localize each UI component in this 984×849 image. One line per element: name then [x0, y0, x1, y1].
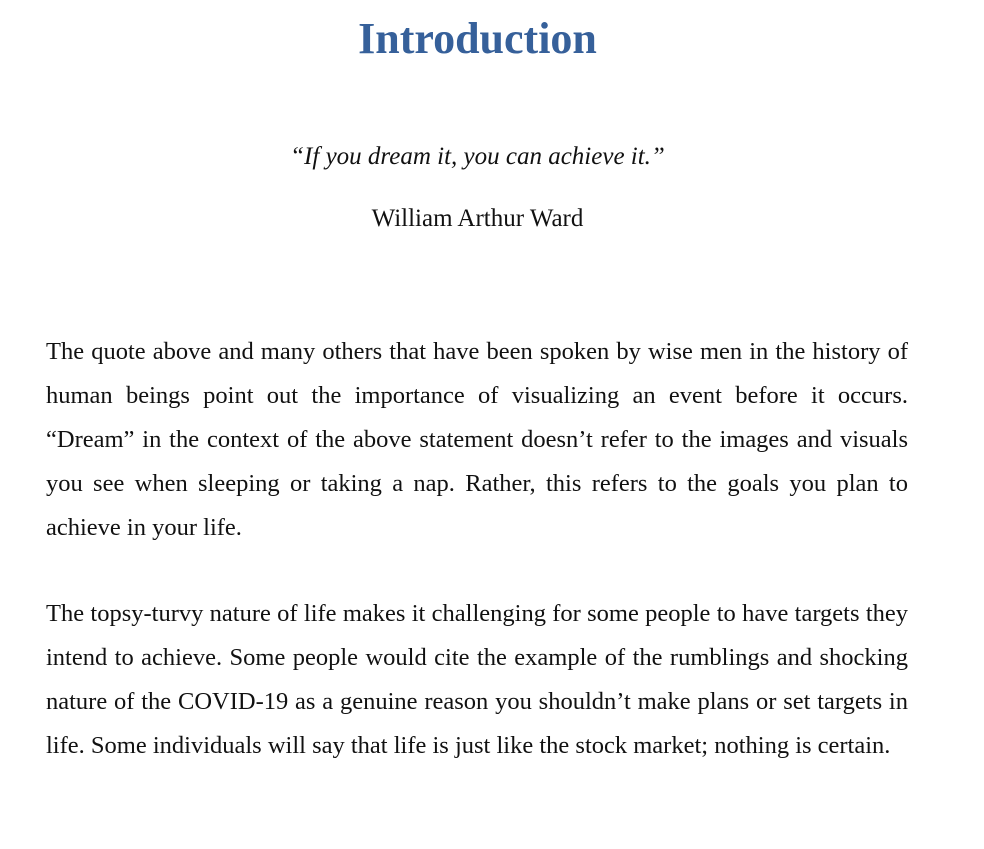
page-title: Introduction [358, 14, 597, 63]
body-paragraph: The topsy-turvy nature of life makes it challenging for some people to have targets they intend to achieve. Some people would cite the example of the rumblings and shocking nature of the COVID-19 as a genuine reason you shouldn’t make plans or set targets in life. Some individuals will say that life is just like the stock market; nothing is certain. [46, 600, 908, 759]
epigraph-quote: “If you dream it, you can achieve it.” [290, 143, 665, 170]
epigraph-author: William Arthur Ward [371, 205, 584, 232]
body-paragraph: The quote above and many others that have been spoken by wise men in the history of human beings point out the importance of visualizing an event before it occurs. “Dream” in the context of the above statement doesn’t refer to the images and visuals you see when sleeping or taking a nap. Rather, this refers to the goals you plan to achieve in your life. [46, 338, 908, 541]
